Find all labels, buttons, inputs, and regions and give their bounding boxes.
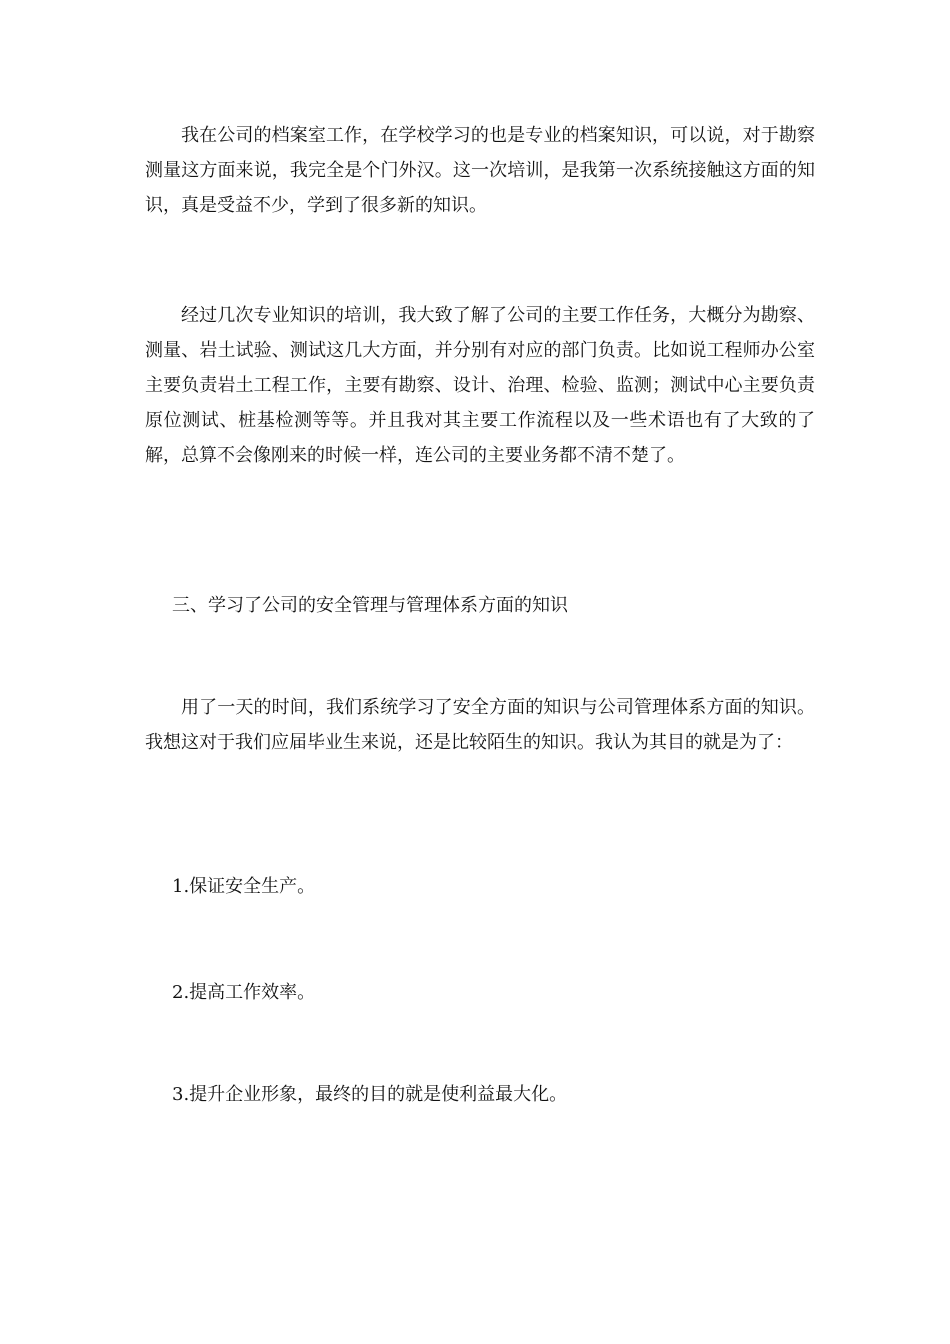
paragraph-training-summary: 经过几次专业知识的培训，我大致了解了公司的主要工作任务，大概分为勘察、测量、岩土试验、测试这几大方面，并分别有对应的部门负责。比如说工程师办公室主要负责岩土工程工作，主要有勘察、设计、治理、检验、监测；测试中心主要负责原位测试、桩基检测等等。并且我对其主要工作流程以及一些术语也有了大致的了解，总算不会像刚来的时候一样，连公司的主要业务都不清不楚了。 [145,305,815,466]
paragraph-safety-study: 用了一天的时间，我们系统学习了安全方面的知识与公司管理体系方面的知识。我想这对于我们应届毕业生来说，还是比较陌生的知识。我认为其目的就是为了： [145,697,815,753]
list-item: 3.提升企业形象，最终的目的就是使利益最大化。 [172,1084,568,1105]
section-heading: 三、学习了公司的安全管理与管理体系方面的知识 [172,595,568,616]
list-item: 2.提高工作效率。 [172,982,316,1003]
list-item: 1.保证安全生产。 [172,876,316,897]
paragraph-archive-intro: 我在公司的档案室工作，在学校学习的也是专业的档案知识，可以说，对于勘察测量这方面来说，我完全是个门外汉。这一次培训，是我第一次系统接触这方面的知识，真是受益不少，学到了很多新的知识。 [145,125,815,216]
